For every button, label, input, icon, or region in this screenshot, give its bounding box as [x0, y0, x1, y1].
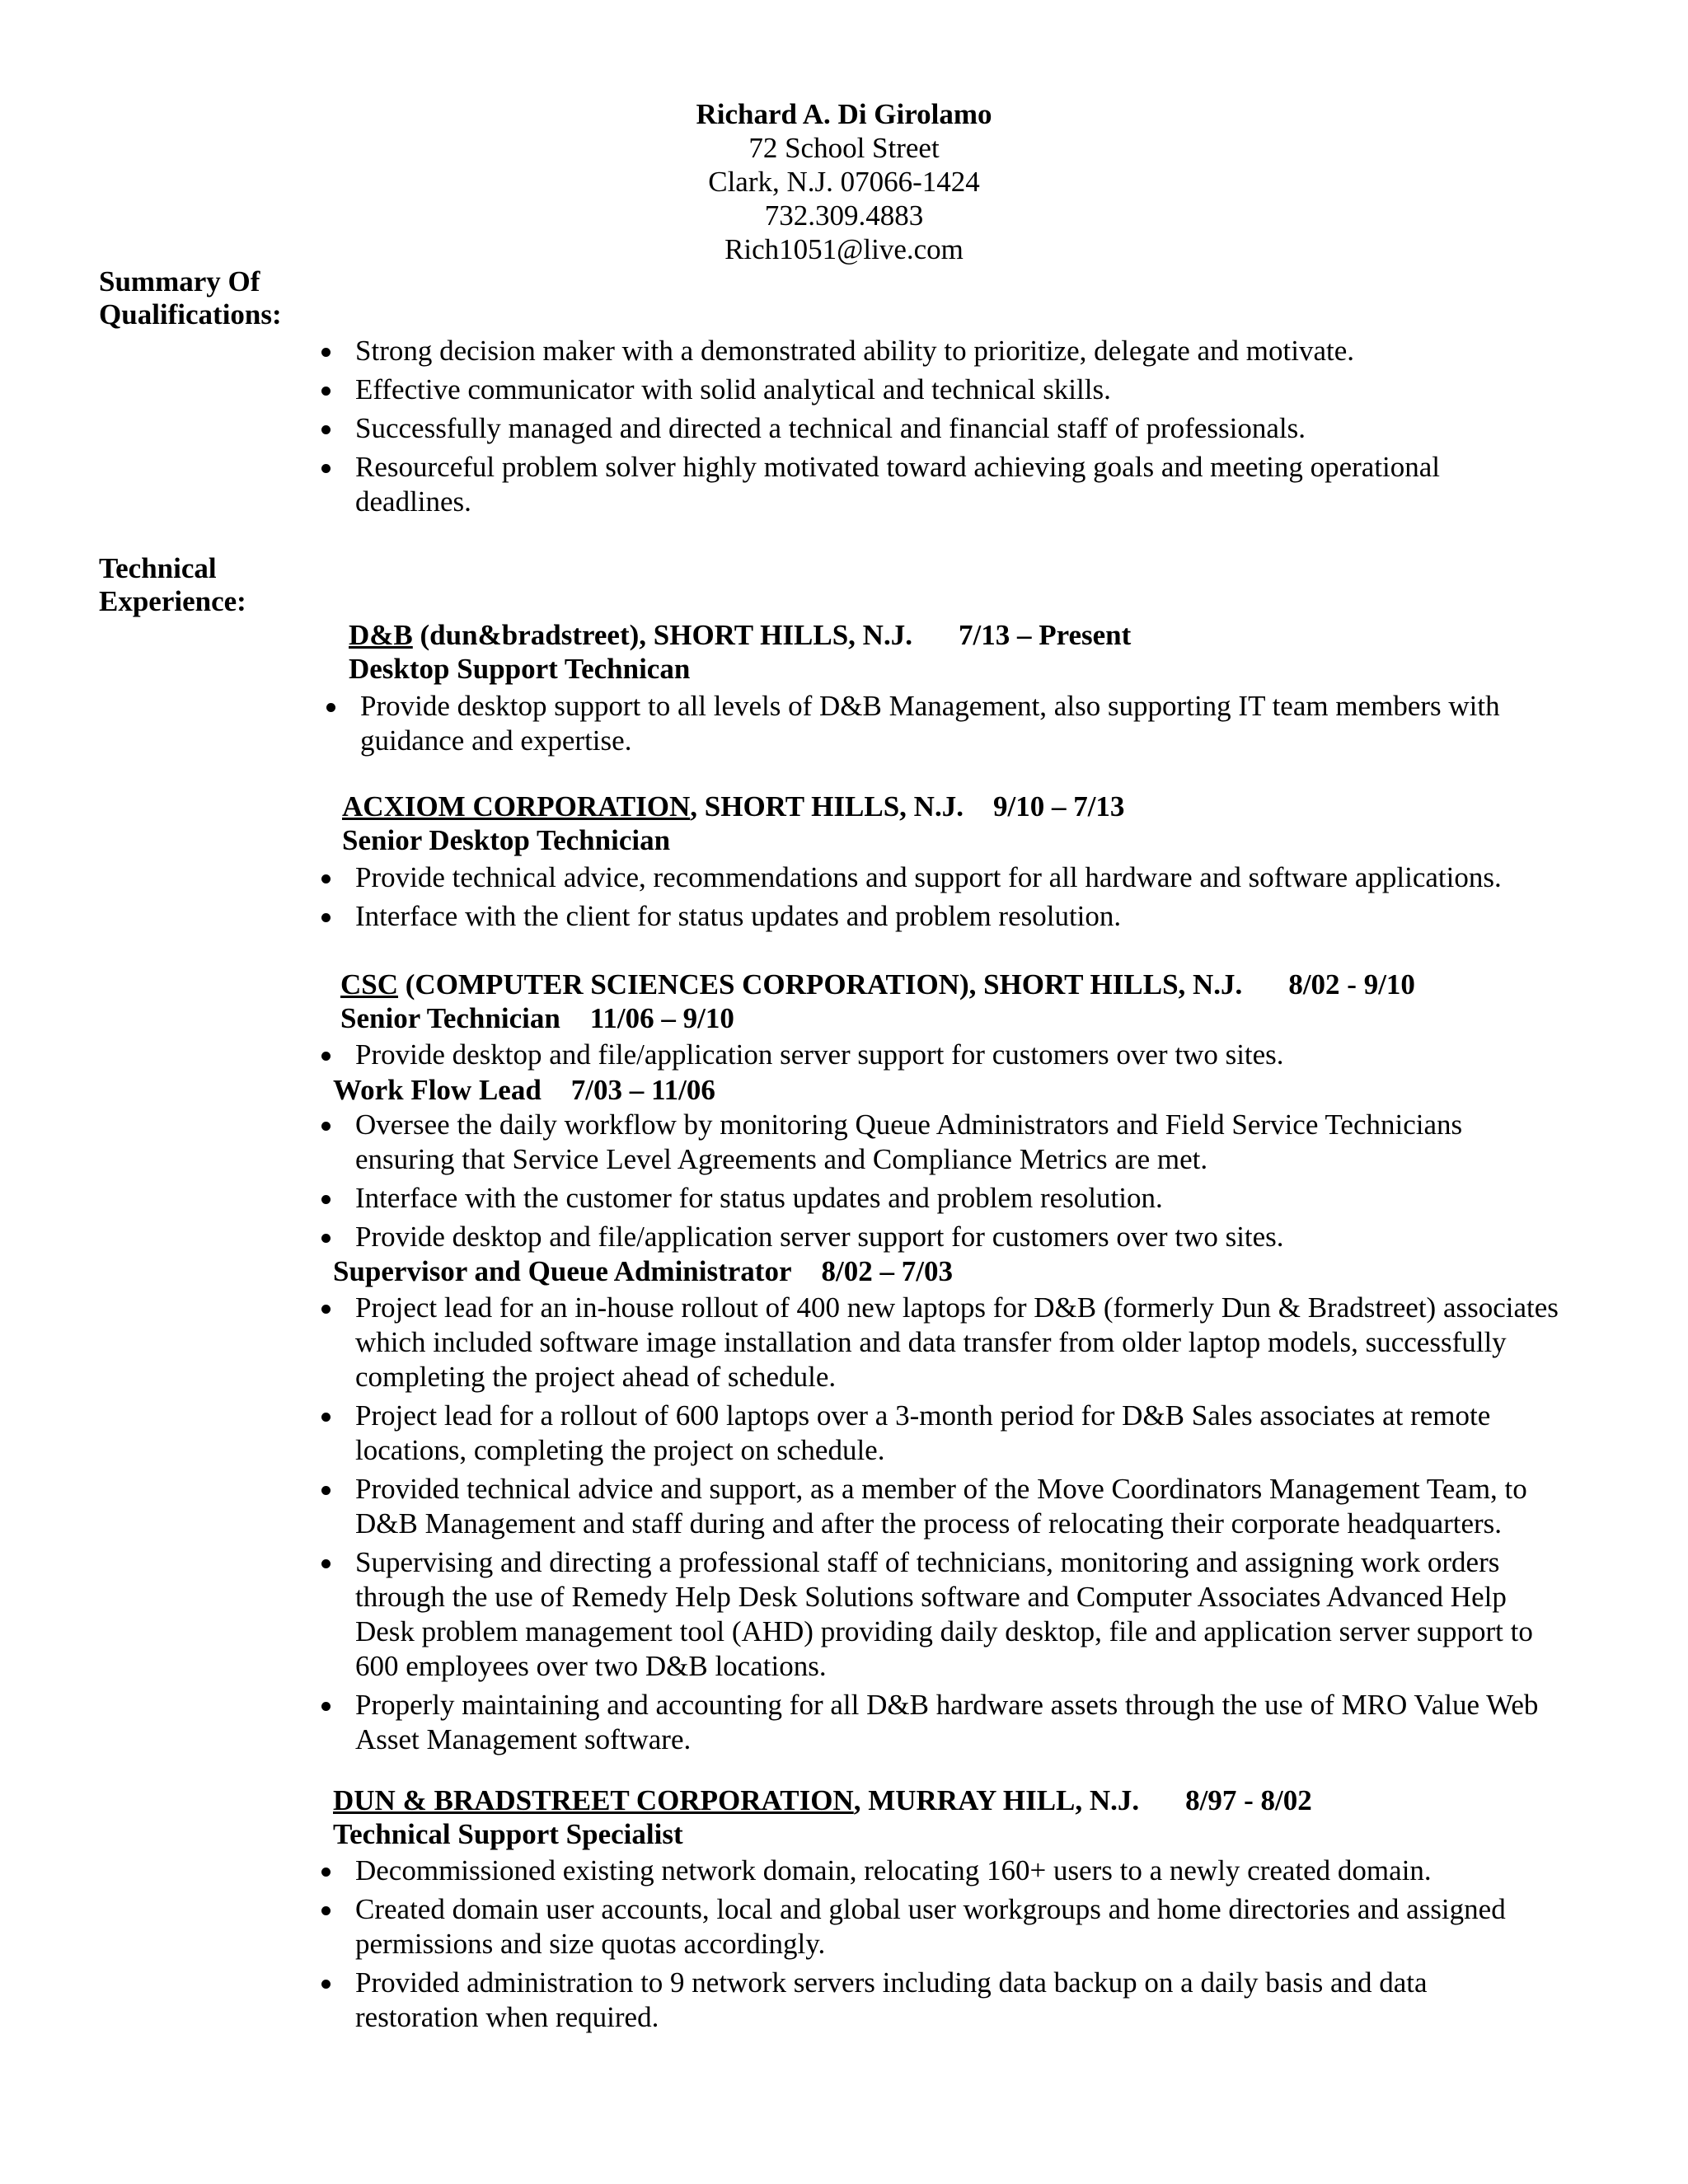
person-name: Richard A. Di Girolamo	[696, 98, 992, 130]
bullet-icon	[321, 387, 331, 396]
role-header-supervisor	[333, 1254, 953, 1288]
bullet-text: Provide desktop and file/application server support for customers over two sites.	[355, 1221, 1284, 1253]
bullet-icon	[321, 1052, 331, 1061]
bullet-text: Project lead for a rollout of 600 laptops over a 3-month period for D&B Sales associates at remote locations, completing the project on schedule.	[355, 1399, 1491, 1466]
bullet-icon	[321, 1486, 331, 1495]
job-header-dun-bradstreet	[333, 1783, 1312, 1817]
job-header-acxiom	[342, 790, 1124, 823]
bullet-text: Supervising and directing a professional staff of technicians, monitoring and assigning work orders through the use of Remedy Help Desk Solutions software and Computer Associates Advanced Help Desk problem management tool (AHD) providing daily desktop, file and application server support to 600 employees over two D&B locations.	[355, 1546, 1533, 1682]
bullet-icon	[321, 1305, 331, 1314]
company-location: , SHORT HILLS, N.J.	[690, 790, 964, 823]
job-title: Senior Desktop Technician	[342, 824, 671, 856]
role-dates: 8/02 – 7/03	[821, 1255, 953, 1287]
technical-heading-line2: Experience:	[99, 585, 246, 617]
role-bullet-list	[355, 1108, 1526, 1258]
role-bullet-list	[355, 1291, 1567, 1761]
technical-heading	[99, 552, 246, 618]
bullet-text: Interface with the client for status updates and problem resolution.	[355, 900, 1122, 932]
summary-heading-line2: Qualifications:	[99, 298, 282, 330]
job-title: Technical Support Specialist	[333, 1818, 683, 1850]
role-title: Work Flow Lead	[333, 1074, 542, 1106]
role-bullet-list	[355, 1038, 1575, 1076]
bullet-text: Provided technical advice and support, as a member of the Move Coordinators Management Team, to D&B Management and staff during and after the process of relocating their corporate headquarters.	[355, 1473, 1527, 1540]
bullet-text: Provide desktop and file/application server support for customers over two sites.	[355, 1038, 1284, 1071]
bullet-icon	[321, 1234, 331, 1243]
job-dates: 7/13 – Present	[958, 619, 1132, 651]
bullet-text: Successfully managed and directed a technical and financial staff of professionals.	[355, 412, 1306, 444]
list-item	[355, 1220, 1526, 1254]
bullet-icon	[321, 913, 331, 922]
job-header-csc	[340, 968, 1415, 1001]
technical-heading-line1: Technical	[99, 552, 217, 584]
job-dates: 8/02 - 9/10	[1288, 968, 1415, 1001]
contact-header	[0, 97, 1688, 266]
bullet-icon	[326, 703, 335, 712]
list-item	[355, 450, 1468, 519]
job-header-dnb	[349, 618, 1131, 652]
bullet-text: Strong decision maker with a demonstrated ability to prioritize, delegate and motivate.	[355, 335, 1355, 367]
bullet-text: Interface with the customer for status updates and problem resolution.	[355, 1182, 1163, 1214]
list-item	[355, 1181, 1526, 1216]
list-item	[355, 1966, 1550, 2035]
bullet-text: Provided administration to 9 network servers including data backup on a daily basis and data restoration when required.	[355, 1966, 1428, 2033]
bullet-icon	[321, 1980, 331, 1989]
city-state-zip: Clark, N.J. 07066-1424	[708, 166, 980, 198]
bullet-icon	[321, 348, 331, 357]
bullet-icon	[321, 1559, 331, 1568]
bullet-text: Decommissioned existing network domain, relocating 160+ users to a newly created domain.	[355, 1854, 1432, 1886]
list-item	[355, 1399, 1567, 1468]
bullet-icon	[321, 1413, 331, 1422]
role-title: Supervisor and Queue Administrator	[333, 1255, 792, 1287]
bullet-icon	[321, 1122, 331, 1131]
list-item	[355, 373, 1567, 407]
email-address: Rich1051@live.com	[724, 233, 964, 265]
list-item	[355, 899, 1575, 934]
bullet-icon	[321, 1868, 331, 1877]
list-item	[355, 1892, 1550, 1961]
list-item	[355, 1854, 1550, 1888]
company-name: DUN & BRADSTREET CORPORATION	[333, 1784, 854, 1816]
company-name: ACXIOM CORPORATION	[342, 790, 691, 823]
company-location: , MURRAY HILL, N.J.	[853, 1784, 1140, 1816]
bullet-icon	[321, 425, 331, 434]
role-title: Senior Technician	[340, 1002, 560, 1034]
summary-heading	[99, 265, 282, 331]
job-title: Desktop Support Technican	[349, 653, 691, 685]
list-item	[360, 689, 1539, 758]
job-bullet-list	[355, 860, 1575, 938]
street-address: 72 School Street	[748, 132, 940, 164]
bullet-text: Project lead for an in-house rollout of 400 new laptops for D&B (formerly Dun & Bradstreet) associates which included software image installation and data transfer from older laptop models, successfully completing the project ahead of schedule.	[355, 1291, 1559, 1393]
list-item	[355, 1108, 1526, 1177]
role-header-work-flow-lead	[333, 1073, 715, 1107]
job-bullet-list	[355, 1854, 1550, 2039]
bullet-icon	[321, 1906, 331, 1915]
bullet-icon	[321, 1702, 331, 1711]
list-item	[355, 1688, 1567, 1757]
role-header-senior-technician	[340, 1001, 734, 1035]
bullet-text: Provide technical advice, recommendations and support for all hardware and software applications.	[355, 861, 1502, 893]
role-dates: 7/03 – 11/06	[570, 1074, 715, 1106]
list-item	[355, 1038, 1575, 1072]
bullet-icon	[321, 1195, 331, 1204]
bullet-text: Resourceful problem solver highly motivated toward achieving goals and meeting operational deadlines.	[355, 451, 1441, 518]
job-dates: 9/10 – 7/13	[992, 790, 1125, 823]
summary-bullet-list	[355, 334, 1567, 523]
phone-number: 732.309.4883	[764, 199, 924, 232]
summary-heading-line1: Summary Of	[99, 265, 260, 298]
list-item	[355, 411, 1567, 446]
list-item	[355, 860, 1575, 895]
bullet-icon	[321, 874, 331, 883]
list-item	[355, 1291, 1567, 1394]
company-name: D&B	[349, 619, 413, 651]
company-location: (dun&bradstreet), SHORT HILLS, N.J.	[412, 619, 912, 651]
bullet-text: Effective communicator with solid analytical and technical skills.	[355, 373, 1111, 405]
company-location: (COMPUTER SCIENCES CORPORATION), SHORT HILLS, N.J.	[398, 968, 1243, 1001]
list-item	[355, 1472, 1567, 1541]
company-name: CSC	[340, 968, 399, 1001]
bullet-icon	[321, 464, 331, 473]
list-item	[355, 334, 1567, 368]
bullet-text: Provide desktop support to all levels of D&B Management, also supporting IT team members with guidance and expertise.	[360, 690, 1500, 757]
bullet-text: Properly maintaining and accounting for all D&B hardware assets through the use of MRO Value Web Asset Management software.	[355, 1689, 1539, 1755]
list-item	[355, 1545, 1567, 1684]
role-dates: 11/06 – 9/10	[589, 1002, 734, 1034]
job-bullet-list	[360, 689, 1539, 762]
bullet-text: Created domain user accounts, local and global user workgroups and home directories and assigned permissions and size quotas accordingly.	[355, 1893, 1506, 1960]
bullet-text: Oversee the daily workflow by monitoring Queue Administrators and Field Service Technicians ensuring that Service Level Agreements and Compliance Metrics are met.	[355, 1108, 1463, 1175]
job-dates: 8/97 - 8/02	[1185, 1784, 1312, 1816]
